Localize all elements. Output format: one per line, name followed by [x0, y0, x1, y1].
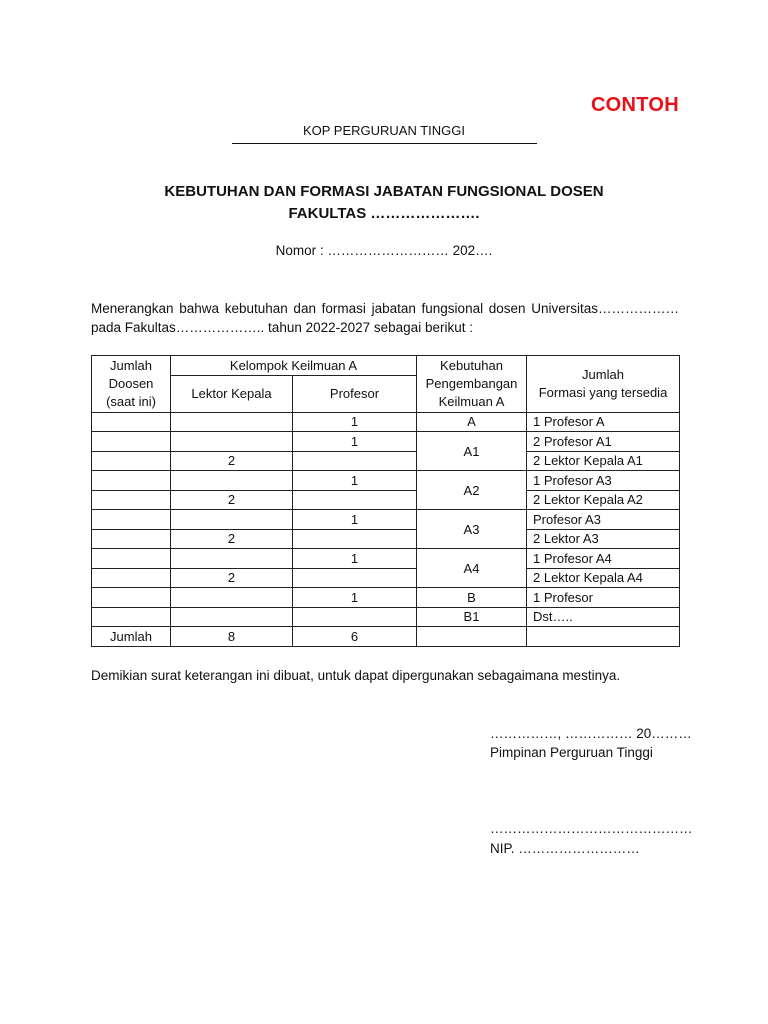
table-row: 1 B 1 Profesor: [92, 588, 680, 608]
table-row: 2 2 Lektor A3: [92, 529, 680, 549]
table-row: 1 A 1 Profesor A: [92, 412, 680, 432]
intro-paragraph: Menerangkan bahwa kebutuhan dan formasi jabatan fungsional dosen Universitas……………… pada Fakultas……………….. tahun 2022-2027 sebagai berikut :: [91, 301, 679, 335]
signature-name-line: ………………………………………: [490, 821, 693, 836]
contoh-stamp: CONTOH: [590, 94, 680, 116]
table-row: 2 2 Lektor Kepala A2: [92, 490, 680, 510]
title-line-2: FAKULTAS ………………….: [288, 205, 480, 222]
closing-statement: Demikian surat keterangan ini dibuat, untuk dapat dipergunakan sebagaimana mestinya.: [91, 668, 621, 683]
signature-nip: NIP. ………………………: [490, 841, 640, 856]
formasi-table: [91, 355, 680, 647]
table-row: 1 A4 1 Profesor A4: [92, 549, 680, 569]
table-total-row: Jumlah 8 6: [92, 627, 680, 647]
table-row: 1 A3 Profesor A3: [92, 510, 680, 530]
header-lektor-kepala: Lektor Kepala: [171, 375, 293, 412]
table-row: 1 A2 1 Profesor A3: [92, 471, 680, 491]
document-number: Nomor : ……………………… 202….: [275, 243, 493, 258]
title-line-1: KEBUTUHAN DAN FORMASI JABATAN FUNGSIONAL DOSEN: [164, 183, 604, 200]
table-row: B1 Dst…..: [92, 607, 680, 627]
header-profesor: Profesor: [293, 375, 417, 412]
header-formasi: Jumlah Formasi yang tersedia: [527, 356, 680, 413]
table-row: 2 2 Lektor Kepala A1: [92, 451, 680, 471]
document-title: [0, 181, 768, 225]
table-row: 2 2 Lektor Kepala A4: [92, 568, 680, 588]
signature-role: Pimpinan Perguruan Tinggi: [490, 745, 653, 760]
table-row: 1 A1 2 Profesor A1: [92, 432, 680, 452]
kop-perguruan-tinggi: KOP PERGURUAN TINGGI: [302, 123, 466, 138]
header-jumlah-doosen: Jumlah Doosen (saat ini): [92, 356, 171, 413]
header-kebutuhan: Kebutuhan Pengembangan Keilmuan A: [417, 356, 527, 413]
signature-place-date: ……………, …………… 20………: [490, 726, 692, 741]
kop-underline: [232, 142, 537, 144]
header-kelompok-keilmuan: Kelompok Keilmuan A: [171, 356, 417, 376]
